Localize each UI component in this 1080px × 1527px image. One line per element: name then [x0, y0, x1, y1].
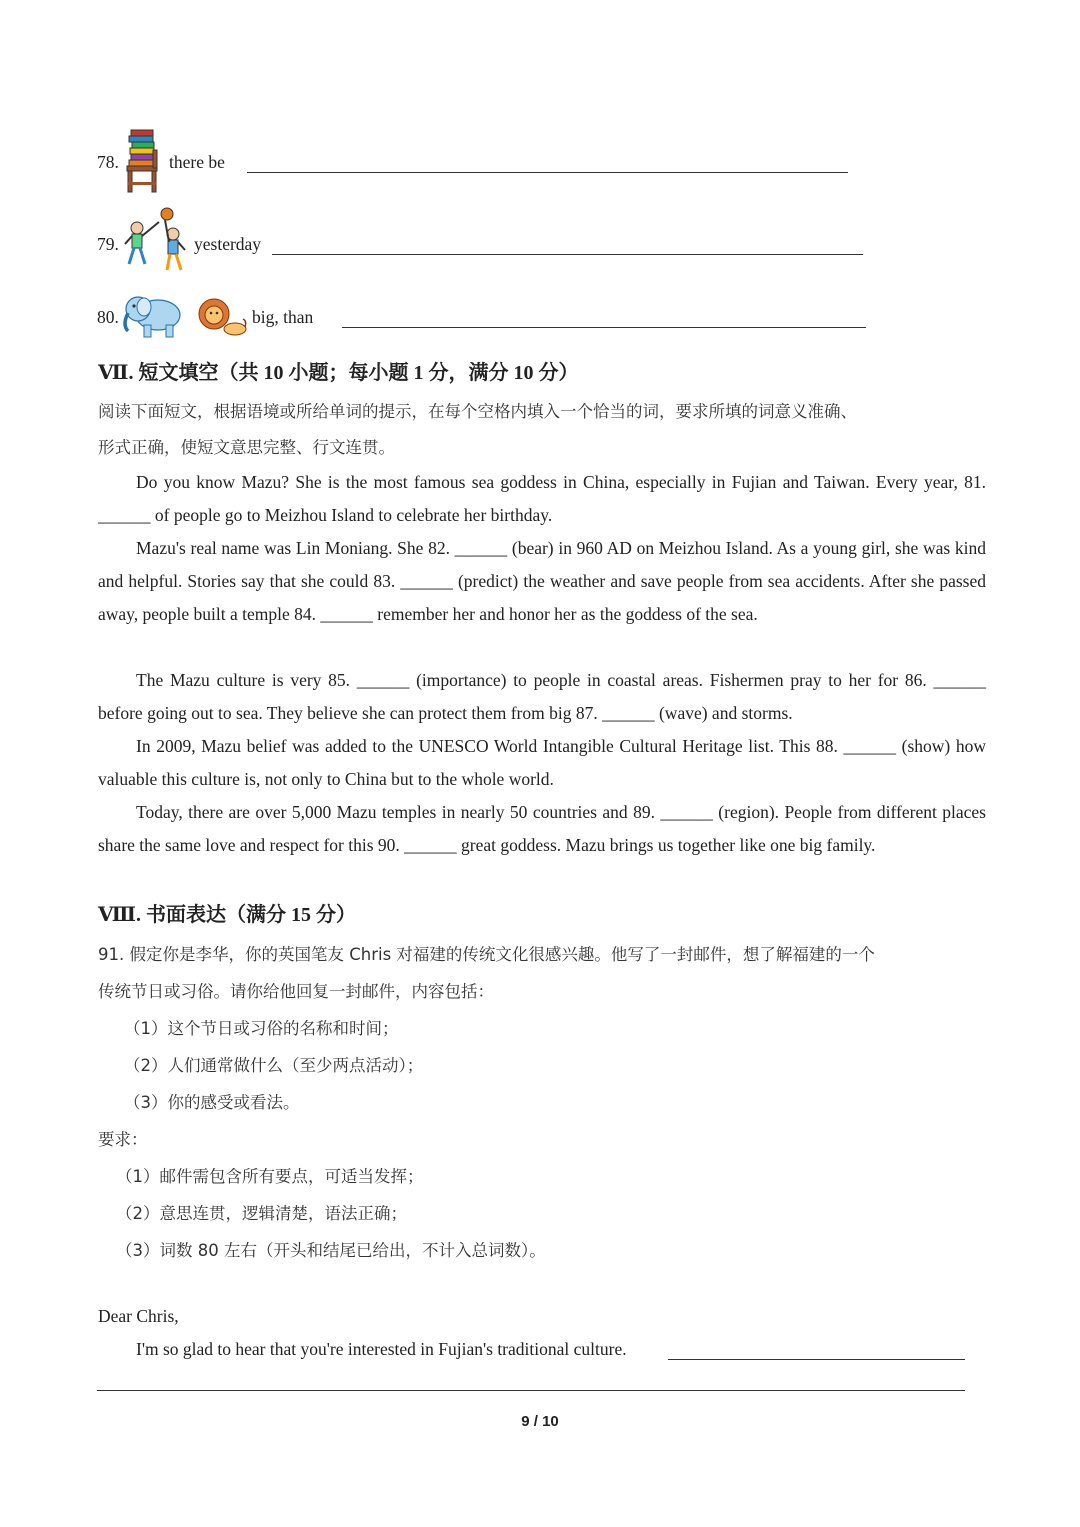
page-number: 9 / 10: [521, 1413, 559, 1430]
books-on-chair-illustration: [119, 128, 167, 194]
writing-answer-line-2: [97, 1390, 965, 1391]
question-number: 79.: [97, 234, 119, 254]
content-point-1: （1）这个节日或习俗的名称和时间；: [124, 1019, 399, 1038]
section-7-instruction-line-1: 阅读下面短文，根据语境或所给单词的提示，在每个空格内填入一个恰当的词，要求所填的词意义准确、: [98, 402, 857, 421]
section-7-instruction-line-2: 形式正确，使短文意思完整、行文连贯。: [98, 438, 395, 457]
section-8-title: Ⅷ. 书面表达（满分 15 分）: [98, 904, 356, 926]
content-point-3: （3）你的感受或看法。: [124, 1093, 300, 1112]
passage-paragraph-1: Do you know Mazu? She is the most famous sea goddess in China, especially in Fujian and Taiwan. Every year, 81. ______ of people go to Meizhou Island to celebrate her birthday.: [98, 472, 986, 525]
requirement-1: （1）邮件需包含所有要点，可适当发挥；: [116, 1167, 424, 1186]
writing-answer-line-1: [668, 1359, 965, 1360]
kids-playing-basketball-illustration: [121, 206, 189, 276]
passage-paragraph-2: Mazu's real name was Lin Moniang. She 82. ______ (bear) in 960 AD on Meizhou Island. As a young girl, she was kind and helpful. Stories say that she could 83. ______ (predict) the weather and save people from sea accidents. After she passed away, people built a temple 84. ______ remember her and honor her as the goddess of the sea.: [98, 538, 986, 624]
elephant-illustration: [120, 291, 184, 341]
letter-greeting: Dear Chris,: [98, 1306, 179, 1326]
requirement-2: （2）意思连贯，逻辑清楚，语法正确；: [116, 1204, 407, 1223]
question-number: 78.: [97, 152, 119, 172]
answer-line: [342, 327, 866, 328]
question-78: [97, 152, 857, 212]
requirement-3: （3）词数 80 左右（开头和结尾已给出，不计入总词数）。: [116, 1241, 546, 1260]
passage-paragraph-5: Today, there are over 5,000 Mazu temples in nearly 50 countries and 89. ______ (region). People from different places share the same love and respect for this 90. ______ great goddess. Mazu brings us together like one big family.: [98, 802, 986, 855]
lion-illustration: [197, 297, 247, 339]
question-hint: big, than: [252, 307, 314, 327]
writing-prompt-line-1: 91. 假定你是李华，你的英国笔友 Chris 对福建的传统文化很感兴趣。他写了一封邮件，想了解福建的一个: [98, 945, 875, 964]
question-hint: yesterday: [194, 234, 262, 254]
passage-paragraph-3: The Mazu culture is very 85. ______ (importance) to people in coastal areas. Fishermen pray to her for 86. ______ before going out to sea. They believe she can protect them from big 87. ______ (wave) and storms.: [98, 670, 986, 723]
section-7-title: Ⅶ. 短文填空（共 10 小题；每小题 1 分，满分 10 分）: [98, 362, 579, 384]
letter-opening: I'm so glad to hear that you're interested in Fujian's traditional culture.: [136, 1339, 627, 1359]
question-number: 80.: [97, 307, 119, 327]
passage-paragraph-4: In 2009, Mazu belief was added to the UNESCO World Intangible Cultural Heritage list. This 88. ______ (show) how valuable this culture is, not only to China but to the whole world.: [98, 736, 986, 789]
question-hint: there be: [169, 152, 225, 172]
requirements-label: 要求：: [98, 1130, 148, 1149]
content-point-2: （2）人们通常做什么（至少两点活动）；: [124, 1056, 424, 1075]
answer-line: [247, 172, 848, 173]
question-79: [97, 234, 867, 294]
writing-prompt-line-2: 传统节日或习俗。请你给他回复一封邮件，内容包括：: [98, 982, 494, 1001]
answer-line: [272, 254, 863, 255]
